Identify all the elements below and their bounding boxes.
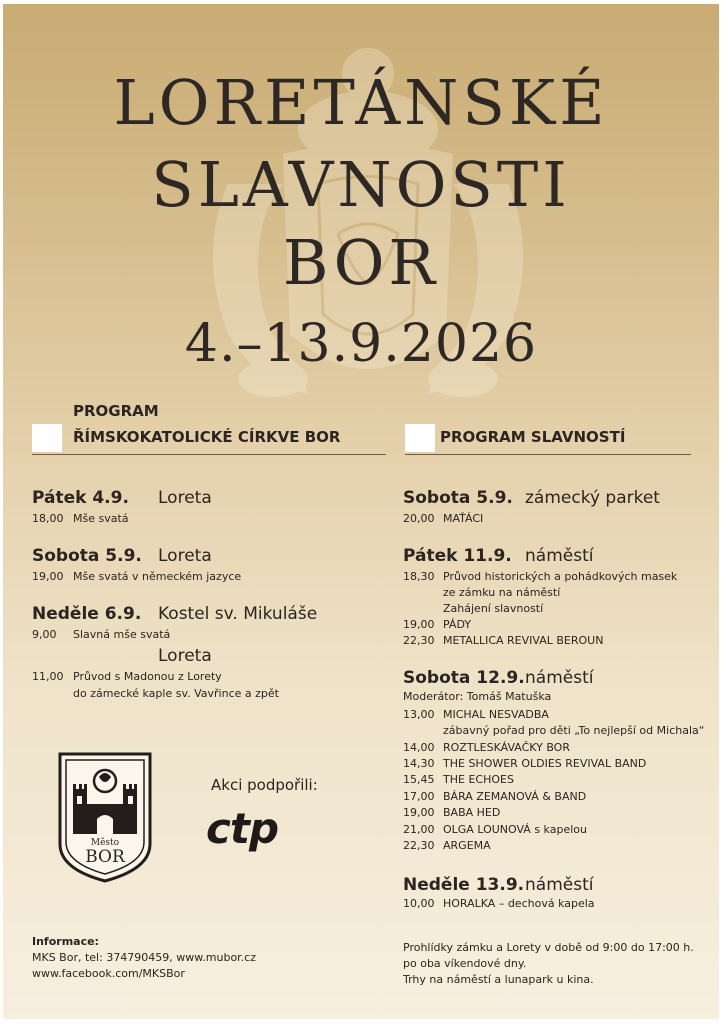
right-row: 21,00 OLGA LOUNOVÁ s kapelou [403,823,587,836]
left-row: 11,00 Průvod s Madonou z Lorety [32,670,222,683]
left-day-1: Pátek 4.9. [32,488,129,508]
right-row: Zahájení slavností [443,602,544,615]
notes-line-3: Trhy na náměstí a lunapark u kina. [403,973,594,986]
heading-square-left [32,424,62,452]
right-row: 19,00 PÁDY [403,618,472,631]
right-day-2: Pátek 11.9. [403,546,512,566]
left-day-2: Sobota 5.9. [32,546,142,566]
right-row: ze zámku na náměstí [443,586,561,599]
logo-text-line-2: BOR [85,847,125,867]
right-row: 14,00 ROZTLESKÁVAČKY BOR [403,741,570,754]
left-place-3b: Loreta [158,646,212,666]
right-row: 17,00 BÁRA ZEMANOVÁ & BAND [403,790,587,803]
title-line-1: LORETÁNSKÉ [113,66,609,139]
right-row: 10,00 HORALKA – dechová kapela [403,897,595,910]
right-row: 13,00 MICHAL NESVADBA [403,708,549,721]
left-heading-1: PROGRAM [73,402,159,420]
support-label: Akci podpořili: [211,776,318,794]
right-day-4: Neděle 13.9. [403,875,525,895]
sponsor-ctp-logo: ctp [206,804,279,853]
moderator: Moderátor: Tomáš Matuška [403,690,552,703]
right-row: 14,30 THE SHOWER OLDIES REVIVAL BAND [403,757,647,770]
left-heading-rule [32,454,386,455]
festival-dates: 4.–13.9.2026 [184,314,538,374]
right-row: 19,00 BABA HED [403,806,501,819]
title-line-3: BOR [282,226,440,299]
right-row: 18,30 Průvod historických a pohádkových masek [403,570,678,583]
right-day-1: Sobota 5.9. [403,488,513,508]
right-row: 22,30 ARGEMA [403,839,491,852]
left-place-3: Kostel sv. Mikuláše [158,604,318,624]
right-row: zábavný pořad pro děti „To nejlepší od Michala“ [443,724,705,737]
left-row: 9,00 Slavná mše svatá [32,628,171,641]
info-block [32,934,256,982]
notes-line-1: Prohlídky zámku a Lorety v době od 9:00 do 17:00 h. [403,941,694,954]
title-line-2: SLAVNOSTI [151,148,571,221]
right-place-3: náměstí [525,668,594,688]
info-line-1: MKS Bor, tel: 374790459, www.mubor.cz [32,951,257,964]
logo-text-line-1: Město [90,838,120,848]
heading-square-right [405,424,435,452]
left-place-1: Loreta [158,488,212,508]
right-row: 20,00 MAŤÁCI [403,512,484,525]
left-row: 19,00 Mše svatá v německém jazyce [32,570,242,583]
right-row: 15,45 THE ECHOES [403,773,514,786]
left-place-2: Loreta [158,546,212,566]
left-row: 18,00 Mše svatá [32,512,129,525]
poster [3,4,719,1019]
right-row: 22,30 METALLICA REVIVAL BEROUN [403,634,604,647]
right-heading-rule [405,454,691,455]
info-label: Informace: [32,935,99,948]
right-heading: PROGRAM SLAVNOSTÍ [440,428,626,446]
right-place-2: náměstí [525,546,594,566]
left-heading-2: ŘÍMSKOKATOLICKÉ CÍRKVE BOR [73,428,341,446]
notes-block [403,940,694,988]
right-place-1: zámecký parket [525,488,660,508]
info-line-2: www.facebook.com/MKSBor [32,967,185,980]
notes-line-2: po oba víkendové dny. [403,957,527,970]
right-day-3: Sobota 12.9. [403,668,525,688]
left-day-3: Neděle 6.9. [32,604,142,624]
left-row: do zámecké kaple sv. Vavřince a zpět [73,687,279,700]
right-place-4: náměstí [525,875,594,895]
